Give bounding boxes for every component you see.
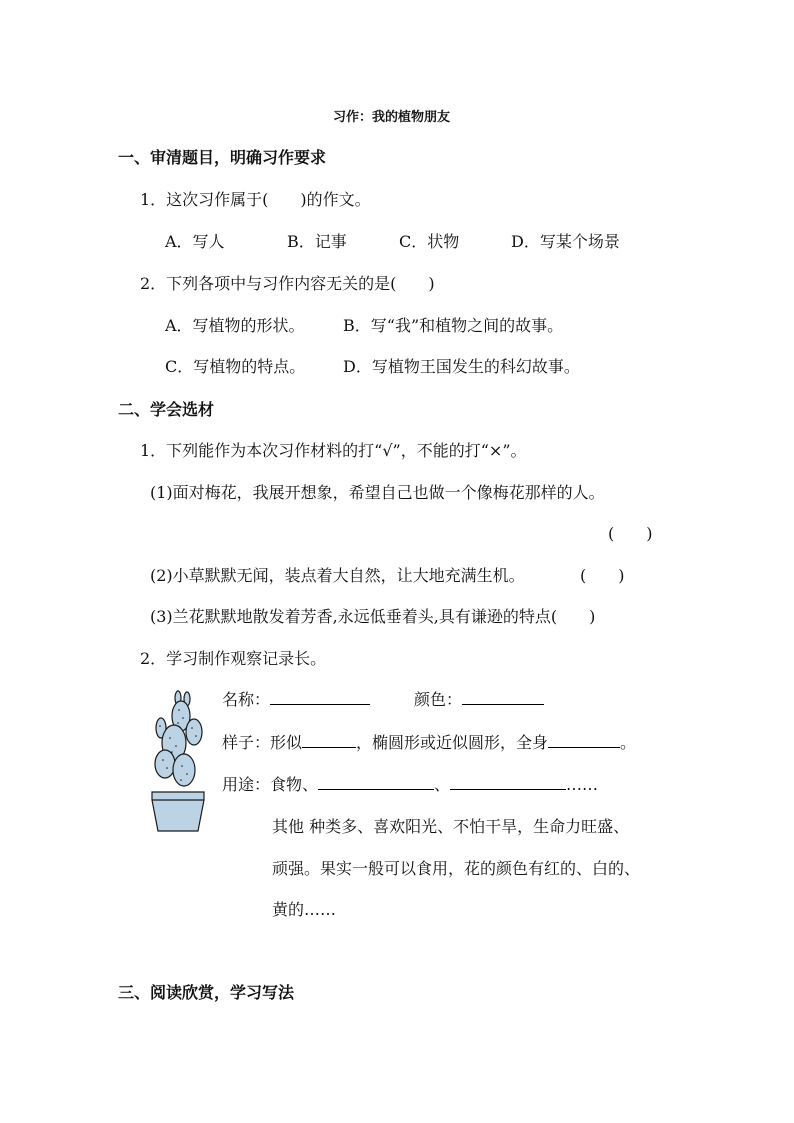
record-use-label: 用途：食物、 <box>222 775 319 794</box>
judge-item-2: (2)小草默默无闻，装点着大自然，让大地充满生机。 <box>150 566 525 585</box>
record-color-row <box>414 690 544 710</box>
option-1-1-a: A．写人 <box>165 232 225 251</box>
record-shape-label: 样子：形似 <box>222 733 303 752</box>
question-1-1: 1．这次习作属于( )的作文。 <box>140 190 371 209</box>
record-use-end: …… <box>566 775 599 794</box>
record-name-row <box>222 690 370 710</box>
option-1-2-c: C．写植物的特点。 <box>165 357 306 376</box>
record-use-separator: 、 <box>434 775 451 794</box>
option-1-2-b: B．写“我”和植物之间的故事。 <box>343 316 564 335</box>
section-heading-3: 三、阅读欣赏，学习写法 <box>118 983 295 1002</box>
record-other-line-3: 黄的…… <box>272 900 337 919</box>
option-1-1-b: B．记事 <box>287 232 347 251</box>
record-shape-blank-1[interactable] <box>302 733 356 748</box>
option-1-1-c: C．状物 <box>399 232 460 251</box>
section-heading-2: 二、学会选材 <box>118 400 215 419</box>
record-use-blank-2[interactable] <box>450 775 566 790</box>
record-color-blank[interactable] <box>462 690 544 705</box>
judge-item-3: (3)兰花默默地散发着芳香,永远低垂着头,具有谦逊的特点( ) <box>150 607 596 626</box>
record-shape-middle: ，椭圆形或近似圆形，全身 <box>356 733 549 752</box>
judge-answer-1: ( ) <box>608 524 653 543</box>
record-other-line-2: 顽强。果实一般可以食用，花的颜色有红的、白的、 <box>272 859 641 878</box>
record-name-label: 名称： <box>222 690 271 709</box>
record-name-blank[interactable] <box>270 690 370 705</box>
section-heading-1: 一、审清题目，明确习作要求 <box>118 148 327 167</box>
page-title: 习作：我的植物朋友 <box>333 110 451 125</box>
record-shape-end: 。 <box>620 733 637 752</box>
cactus-in-pot-icon <box>148 688 208 833</box>
record-shape-blank-2[interactable] <box>548 733 620 748</box>
option-1-1-d: D．写某个场景 <box>511 232 620 251</box>
question-2-2: 2．学习制作观察记录长。 <box>140 649 327 668</box>
record-shape-row <box>222 733 636 753</box>
question-1-2: 2．下列各项中与习作内容无关的是( ) <box>140 274 435 293</box>
record-use-row <box>222 775 598 795</box>
record-other-line-1: 其他 种类多、喜欢阳光、不怕干旱，生命力旺盛、 <box>272 817 630 836</box>
question-2-1: 1．下列能作为本次习作材料的打“√”，不能的打“×”。 <box>140 441 527 460</box>
judge-item-1: (1)面对梅花，我展开想象，希望自己也做一个像梅花那样的人。 <box>150 483 605 502</box>
option-1-2-a: A．写植物的形状。 <box>165 316 305 335</box>
record-use-blank-1[interactable] <box>318 775 434 790</box>
option-1-2-d: D．写植物王国发生的科幻故事。 <box>343 357 580 376</box>
judge-answer-2: ( ) <box>580 566 625 585</box>
record-color-label: 颜色： <box>414 690 463 709</box>
